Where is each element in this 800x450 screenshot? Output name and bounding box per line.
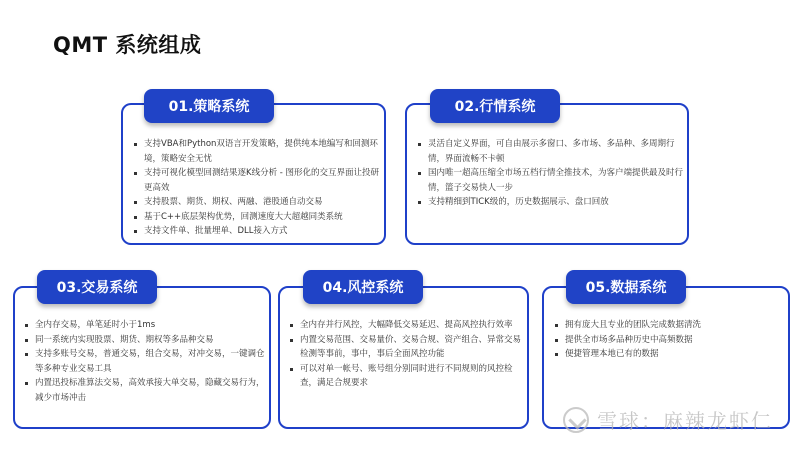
snowball-logo-icon bbox=[563, 407, 589, 433]
data-system-list bbox=[553, 318, 785, 362]
list-item: 提供全市场多品种历史中高频数据 bbox=[553, 333, 785, 348]
strategy-system-label: 01.策略系统 bbox=[144, 89, 274, 123]
list-item: 便捷管理本地已有的数据 bbox=[553, 347, 785, 362]
list-item: 全内存并行风控，大幅降低交易延迟、提高风控执行效率 bbox=[288, 318, 525, 333]
watermark-text: 雪球：麻辣龙虾仁 bbox=[597, 409, 773, 433]
strategy-system-list bbox=[132, 137, 382, 239]
list-item: 国内唯一超高压缩全市场五档行情全推技术，为客户端提供最及时行情，篮子交易快人一步 bbox=[416, 166, 684, 195]
list-item: 支持文件单、批量埋单、DLL接入方式 bbox=[132, 224, 382, 239]
page-title: QMT 系统组成 bbox=[53, 33, 202, 57]
list-item: 支持VBA和Python双语言开发策略，提供纯本地编写和回测环境，策略安全无忧 bbox=[132, 137, 382, 166]
list-item: 支持精细到TICK级的，历史数据展示、盘口回放 bbox=[416, 195, 684, 210]
market-data-system-list bbox=[416, 137, 684, 210]
trading-system-list bbox=[23, 318, 266, 405]
list-item: 灵活自定义界面，可自由展示多窗口、多市场、多品种、多周期行情，界面流畅不卡顿 bbox=[416, 137, 684, 166]
list-item: 内置交易范围、交易量价、交易合规、资产组合、异常交易检测等事前，事中，事后全面风控功能 bbox=[288, 333, 525, 362]
list-item: 可以对单一帐号、账号组分别同时进行不同规则的风控检查，满足合规要求 bbox=[288, 362, 525, 391]
list-item: 支持多账号交易，普通交易，组合交易，对冲交易，一键调仓等多种专业交易工具 bbox=[23, 347, 266, 376]
risk-control-system-label: 04.风控系统 bbox=[303, 270, 423, 304]
market-data-system-label: 02.行情系统 bbox=[430, 89, 560, 123]
list-item: 基于C++底层架构优势，回测速度大大超越同类系统 bbox=[132, 210, 382, 225]
list-item: 同一系统内实现股票、期货、期权等多品种交易 bbox=[23, 333, 266, 348]
list-item: 内置迅投标准算法交易，高效承接大单交易，隐藏交易行为，减少市场冲击 bbox=[23, 376, 266, 405]
trading-system-label: 03.交易系统 bbox=[37, 270, 157, 304]
watermark bbox=[563, 405, 773, 434]
list-item: 支持股票、期货、期权、两融、港股通自动交易 bbox=[132, 195, 382, 210]
list-item: 拥有庞大且专业的团队完成数据清洗 bbox=[553, 318, 785, 333]
risk-control-system-list bbox=[288, 318, 525, 391]
list-item: 全内存交易，单笔延时小于1ms bbox=[23, 318, 266, 333]
data-system-label: 05.数据系统 bbox=[566, 270, 686, 304]
list-item: 支持可视化模型回测结果逐K线分析 - 图形化的交互界面让投研更高效 bbox=[132, 166, 382, 195]
